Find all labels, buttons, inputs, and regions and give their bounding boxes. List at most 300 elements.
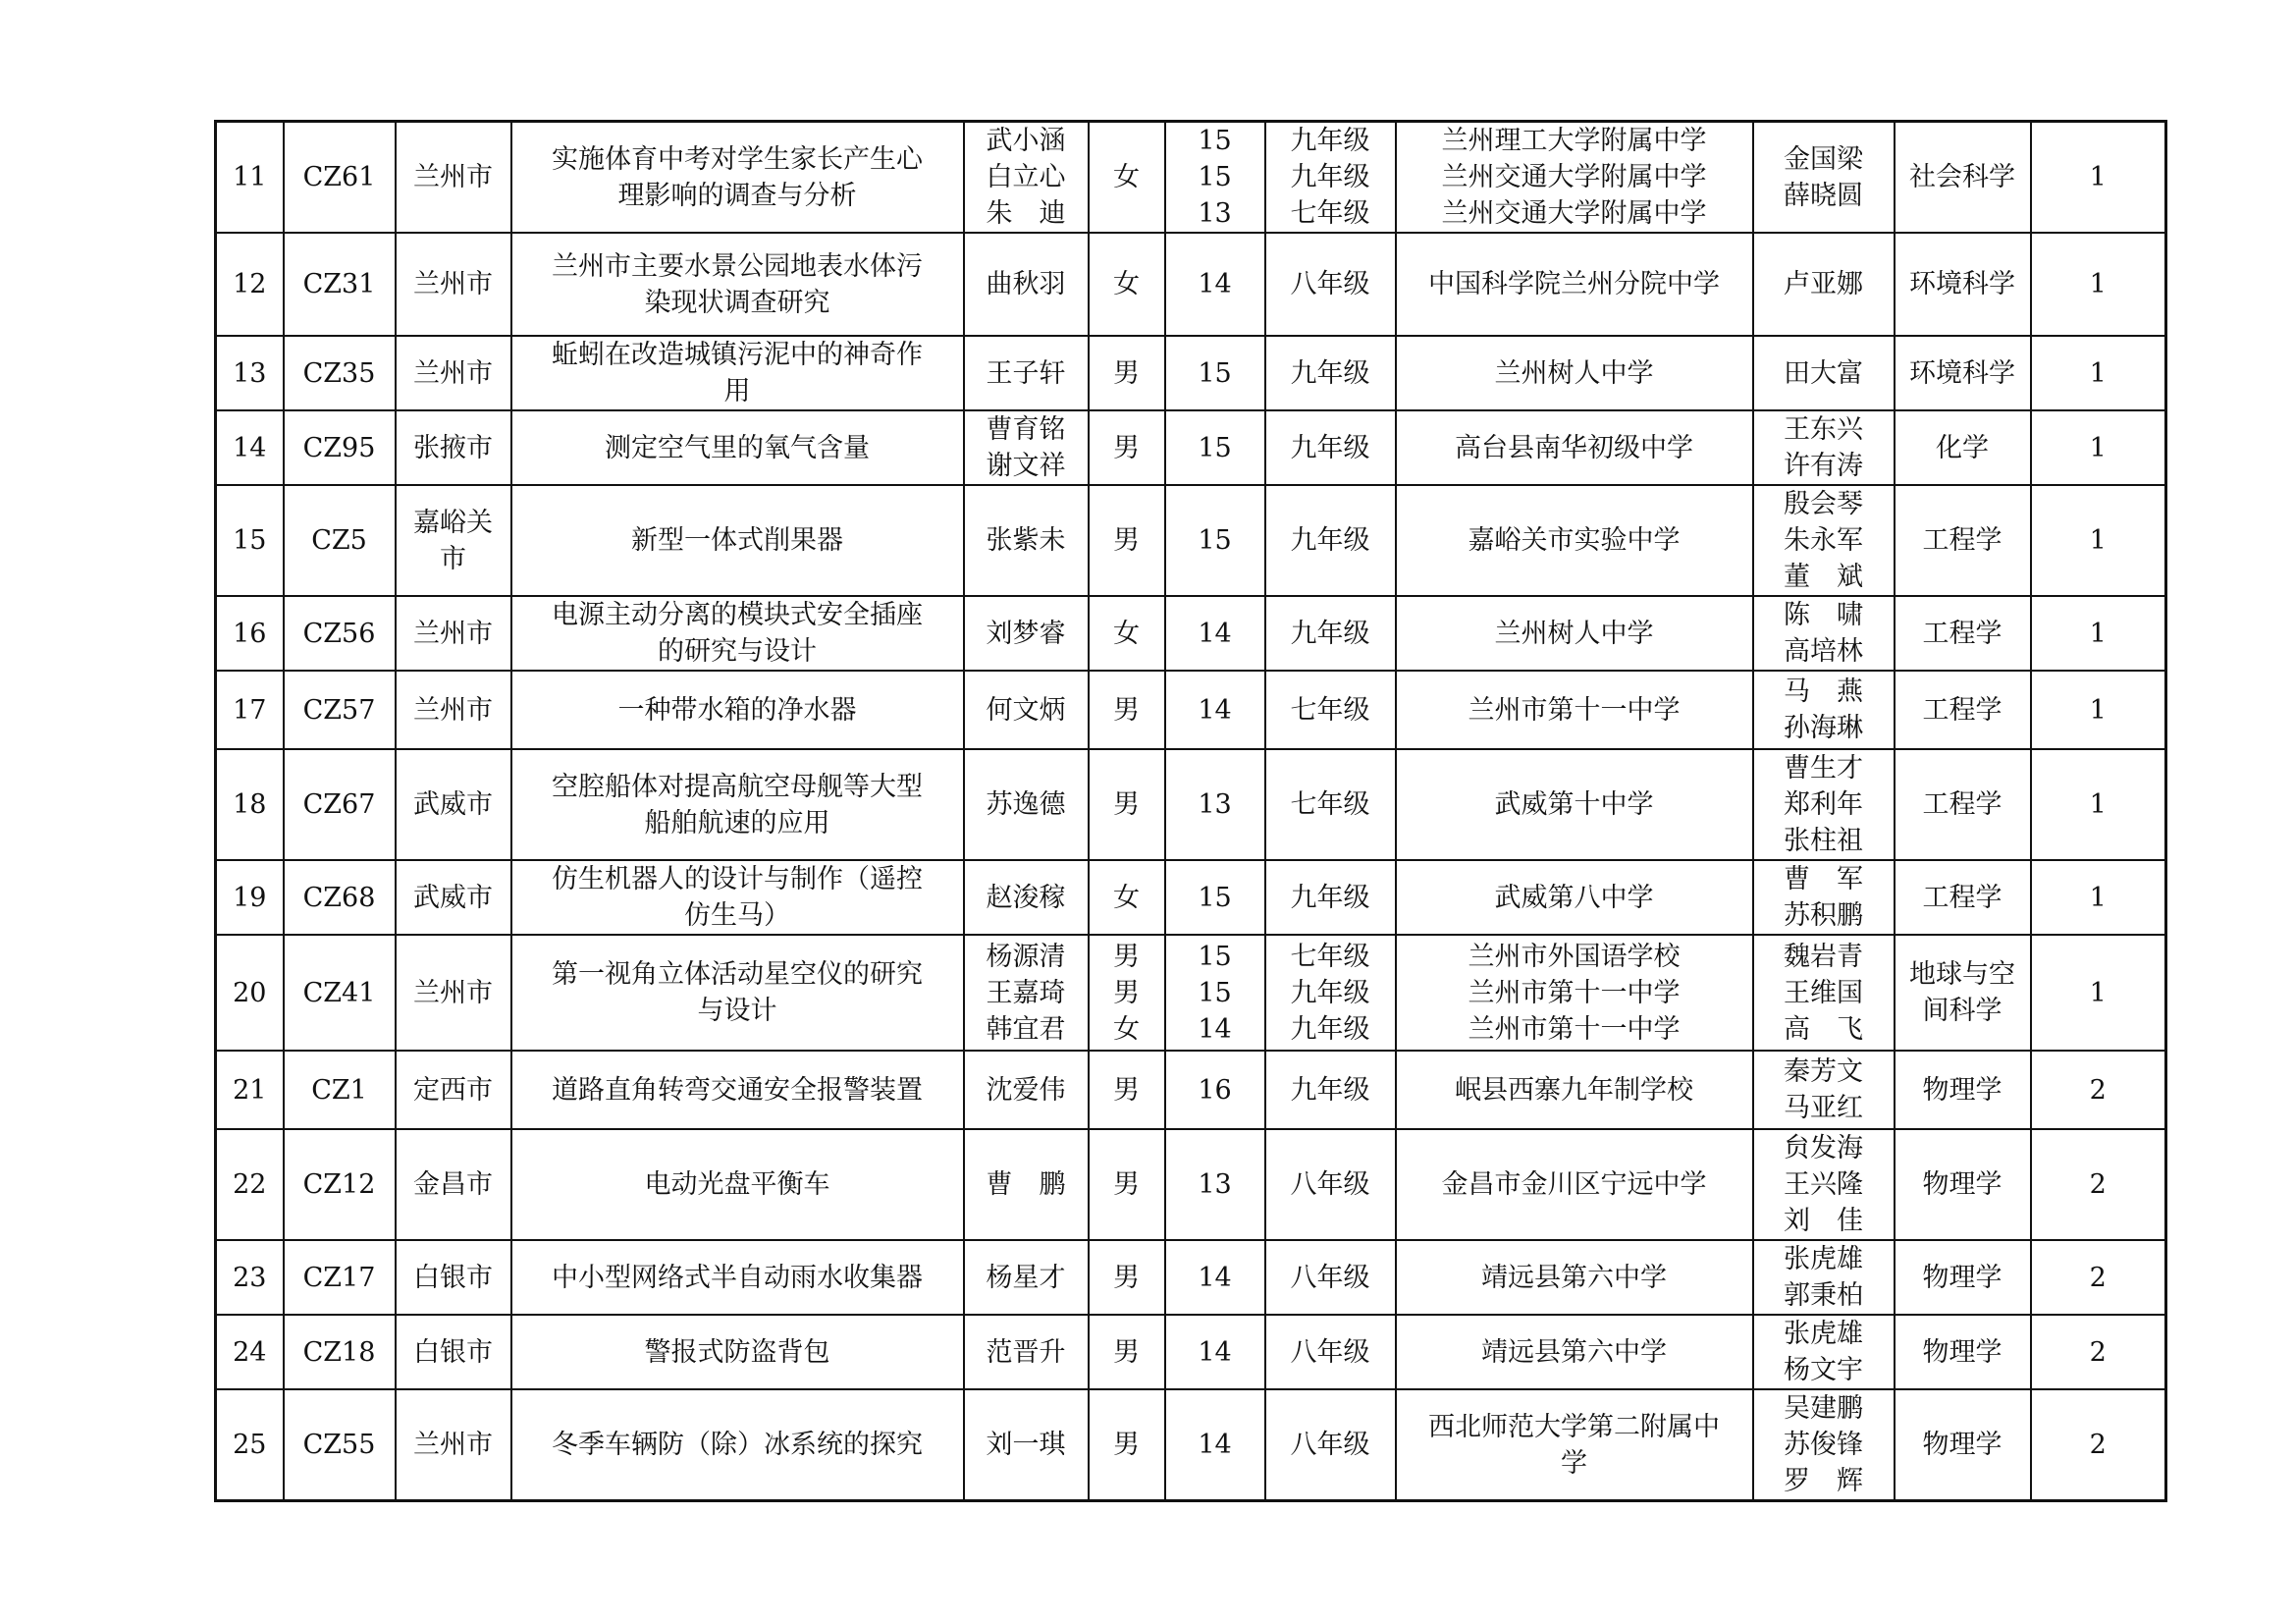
cell-gender: [1089, 410, 1165, 485]
cell-title: [511, 935, 964, 1051]
table-row: [216, 860, 2166, 935]
cell-grade: [1265, 1051, 1396, 1129]
cell-subject-line: 物理学: [1922, 1074, 2002, 1106]
cell-school-line: 武威第十中学: [1494, 789, 1654, 820]
cell-city: [396, 410, 511, 485]
cell-subject-line: 环境科学: [1909, 357, 2015, 389]
cell-city-line: 金昌市: [413, 1169, 493, 1200]
cell-gender-line: 男: [1113, 789, 1140, 820]
cell-number: 25: [216, 1389, 284, 1501]
cell-title-line: 船舶航速的应用: [644, 807, 830, 839]
cell-city: [396, 1315, 511, 1389]
cell-teacher-line: 张虎雄: [1784, 1244, 1863, 1274]
cell-grade: [1265, 336, 1396, 410]
cell-student-names-line: 杨星才: [986, 1262, 1066, 1293]
cell-grade-line: 七年级: [1290, 198, 1370, 229]
cell-teacher-line: 王东兴: [1784, 414, 1863, 445]
cell-school-line: 兰州市第十一中学: [1468, 694, 1681, 726]
table-row: [216, 1240, 2166, 1315]
cell-age-line: 13: [1198, 1169, 1232, 1200]
cell-city: [396, 596, 511, 671]
cell-school-line: 西北师范大学第二附属中: [1428, 1411, 1720, 1442]
cell-grade: [1265, 1129, 1396, 1240]
cell-title: [511, 749, 964, 860]
cell-school: [1396, 1051, 1753, 1129]
cell-student-names-line: 沈爱伟: [986, 1074, 1066, 1106]
cell-school-line: 嘉峪关市实验中学: [1468, 525, 1681, 556]
table-row: [216, 1051, 2166, 1129]
cell-prize: 1: [2031, 410, 2166, 485]
cell-number: 24: [216, 1315, 284, 1389]
cell-student-names: [964, 749, 1089, 860]
cell-prize: 1: [2031, 671, 2166, 749]
cell-title-line: 兰州市主要水景公园地表水体污: [552, 250, 923, 282]
cell-teacher-line: 苏俊锋: [1784, 1430, 1863, 1460]
table-row: [216, 749, 2166, 860]
cell-student-names: [964, 1315, 1089, 1389]
cell-student-names-line: 刘梦睿: [986, 618, 1066, 649]
cell-title-line: 仿生马）: [684, 900, 790, 931]
cell-city: [396, 485, 511, 596]
cell-teacher-line: 刘 佳: [1784, 1206, 1863, 1236]
cell-city-line: 嘉峪关: [413, 507, 493, 538]
cell-city: [396, 233, 511, 336]
cell-code: CZ68: [284, 860, 396, 935]
cell-school: [1396, 122, 1753, 234]
cell-code: CZ41: [284, 935, 396, 1051]
cell-student-names: [964, 671, 1089, 749]
cell-teacher-line: 曹生才: [1784, 753, 1863, 784]
cell-school-line: 岷县西寨九年制学校: [1455, 1074, 1693, 1106]
cell-age-line: 15: [1198, 126, 1232, 156]
cell-age: [1165, 1240, 1265, 1315]
cell-code: CZ57: [284, 671, 396, 749]
cell-school-line: 学: [1561, 1447, 1587, 1479]
cell-student-names: [964, 1051, 1089, 1129]
cell-subject: [1895, 1315, 2031, 1389]
cell-gender: [1089, 1051, 1165, 1129]
cell-student-names-line: 白立心: [986, 162, 1066, 192]
cell-teacher-line: 薛晓圆: [1784, 180, 1863, 211]
cell-gender: [1089, 860, 1165, 935]
cell-prize: 1: [2031, 935, 2166, 1051]
cell-student-names-line: 刘一琪: [986, 1430, 1066, 1460]
cell-grade: [1265, 410, 1396, 485]
award-list-table: [214, 120, 2167, 1502]
cell-grade-line: 七年级: [1290, 941, 1370, 972]
cell-teacher-line: 苏积鹏: [1784, 900, 1863, 931]
cell-age: [1165, 1051, 1265, 1129]
cell-teacher-line: 郭秉柏: [1784, 1280, 1863, 1311]
cell-title: [511, 1315, 964, 1389]
cell-subject: [1895, 233, 2031, 336]
cell-student-names-line: 武小涵: [986, 126, 1066, 156]
cell-subject-line: 物理学: [1922, 1169, 2002, 1200]
table-body: [216, 122, 2166, 1501]
cell-number: 13: [216, 336, 284, 410]
cell-title: [511, 860, 964, 935]
cell-age-line: 15: [1198, 977, 1232, 1008]
cell-student-names: [964, 1389, 1089, 1501]
cell-prize: 1: [2031, 596, 2166, 671]
cell-subject: [1895, 1240, 2031, 1315]
cell-number: 12: [216, 233, 284, 336]
cell-teacher-line: 郑利年: [1784, 789, 1863, 820]
cell-age-line: 14: [1198, 1430, 1232, 1460]
cell-subject: [1895, 749, 2031, 860]
cell-subject-line: 物理学: [1922, 1430, 2002, 1460]
cell-number: 17: [216, 671, 284, 749]
cell-age: [1165, 1315, 1265, 1389]
cell-subject-line: 物理学: [1922, 1336, 2002, 1368]
cell-gender-line: 女: [1113, 162, 1140, 192]
cell-school: [1396, 233, 1753, 336]
cell-school-line: 兰州市外国语学校: [1468, 941, 1681, 972]
cell-city-line: 兰州市: [413, 977, 493, 1008]
cell-teacher-line: 贠发海: [1784, 1133, 1863, 1163]
cell-code: CZ17: [284, 1240, 396, 1315]
cell-teacher-line: 马亚红: [1784, 1093, 1863, 1123]
cell-grade-line: 八年级: [1290, 1262, 1370, 1293]
cell-teacher-line: 吴建鹏: [1784, 1393, 1863, 1424]
cell-number: 20: [216, 935, 284, 1051]
cell-code: CZ35: [284, 336, 396, 410]
cell-city-line: 张掖市: [413, 432, 493, 463]
cell-prize: 2: [2031, 1315, 2166, 1389]
cell-city-line: 白银市: [413, 1336, 493, 1368]
cell-title: [511, 336, 964, 410]
cell-grade-line: 八年级: [1290, 1430, 1370, 1460]
cell-gender: [1089, 485, 1165, 596]
cell-school: [1396, 1315, 1753, 1389]
cell-grade-line: 七年级: [1290, 694, 1370, 726]
cell-student-names: [964, 485, 1089, 596]
cell-school-line: 兰州树人中学: [1494, 618, 1654, 649]
cell-student-names: [964, 233, 1089, 336]
cell-school: [1396, 935, 1753, 1051]
cell-city: [396, 860, 511, 935]
cell-age-line: 14: [1198, 618, 1232, 649]
cell-title: [511, 1389, 964, 1501]
cell-student-names: [964, 1129, 1089, 1240]
cell-gender-line: 女: [1113, 269, 1140, 299]
cell-student-names: [964, 122, 1089, 234]
cell-city: [396, 1389, 511, 1501]
cell-prize: 1: [2031, 233, 2166, 336]
cell-teacher: [1753, 122, 1895, 234]
cell-city-line: 市: [440, 543, 466, 574]
cell-city: [396, 749, 511, 860]
cell-grade-line: 九年级: [1290, 357, 1370, 389]
cell-city: [396, 1051, 511, 1129]
cell-title-line: 染现状调查研究: [644, 287, 830, 318]
cell-teacher: [1753, 671, 1895, 749]
cell-subject-line: 工程学: [1922, 789, 2002, 820]
cell-age: [1165, 410, 1265, 485]
cell-age: [1165, 596, 1265, 671]
cell-age: [1165, 233, 1265, 336]
cell-number: 22: [216, 1129, 284, 1240]
cell-age-line: 15: [1198, 162, 1232, 192]
cell-gender-line: 男: [1113, 432, 1140, 463]
table-row: [216, 233, 2166, 336]
cell-teacher-line: 陈 啸: [1784, 600, 1863, 630]
cell-school-line: 兰州市第十一中学: [1468, 1013, 1681, 1045]
cell-student-names-line: 曹 鹏: [986, 1169, 1066, 1200]
cell-city: [396, 1129, 511, 1240]
cell-title-line: 电动光盘平衡车: [644, 1169, 830, 1200]
cell-title-line: 测定空气里的氧气含量: [605, 432, 870, 463]
cell-prize: 2: [2031, 1240, 2166, 1315]
cell-teacher-line: 马 燕: [1784, 676, 1863, 707]
cell-subject: [1895, 1389, 2031, 1501]
cell-number: 11: [216, 122, 284, 234]
cell-number: 19: [216, 860, 284, 935]
cell-grade-line: 九年级: [1290, 432, 1370, 463]
cell-teacher: [1753, 336, 1895, 410]
cell-gender-line: 男: [1113, 1074, 1140, 1106]
cell-school-line: 中国科学院兰州分院中学: [1428, 269, 1720, 299]
cell-grade-line: 八年级: [1290, 1336, 1370, 1368]
cell-age: [1165, 860, 1265, 935]
cell-city-line: 兰州市: [413, 1430, 493, 1460]
cell-age: [1165, 935, 1265, 1051]
cell-school-line: 兰州树人中学: [1494, 357, 1654, 389]
cell-school-line: 靖远县第六中学: [1481, 1336, 1667, 1368]
cell-age-line: 15: [1198, 882, 1232, 913]
cell-school: [1396, 336, 1753, 410]
cell-number: 21: [216, 1051, 284, 1129]
cell-title-line: 与设计: [697, 996, 777, 1026]
cell-grade: [1265, 860, 1396, 935]
cell-school: [1396, 1389, 1753, 1501]
cell-title-line: 中小型网络式半自动雨水收集器: [552, 1262, 923, 1293]
cell-age-line: 14: [1198, 1336, 1232, 1368]
table-row: [216, 935, 2166, 1051]
cell-teacher: [1753, 1315, 1895, 1389]
cell-subject: [1895, 671, 2031, 749]
cell-student-names: [964, 596, 1089, 671]
cell-city: [396, 336, 511, 410]
cell-subject: [1895, 596, 2031, 671]
cell-age-line: 15: [1198, 525, 1232, 556]
cell-code: CZ56: [284, 596, 396, 671]
cell-city: [396, 122, 511, 234]
cell-school: [1396, 485, 1753, 596]
cell-title: [511, 1051, 964, 1129]
cell-prize: 2: [2031, 1389, 2166, 1501]
cell-subject-line: 工程学: [1922, 525, 2002, 556]
cell-gender: [1089, 671, 1165, 749]
table-row: [216, 1389, 2166, 1501]
cell-subject-line: 地球与空: [1909, 959, 2015, 990]
cell-gender-line: 男: [1113, 1169, 1140, 1200]
cell-code: CZ18: [284, 1315, 396, 1389]
cell-gender: [1089, 596, 1165, 671]
cell-teacher: [1753, 1129, 1895, 1240]
cell-grade-line: 九年级: [1290, 1013, 1370, 1045]
cell-number: 18: [216, 749, 284, 860]
cell-title-line: 空腔船体对提高航空母舰等大型: [552, 771, 923, 802]
cell-grade-line: 八年级: [1290, 1169, 1370, 1200]
cell-school-line: 高台县南华初级中学: [1455, 432, 1693, 463]
cell-city-line: 兰州市: [413, 269, 493, 299]
cell-gender: [1089, 935, 1165, 1051]
cell-title-line: 新型一体式削果器: [631, 525, 843, 556]
cell-title-line: 冬季车辆防（除）冰系统的探究: [552, 1430, 923, 1460]
cell-grade-line: 八年级: [1290, 269, 1370, 299]
cell-age-line: 16: [1198, 1074, 1232, 1106]
cell-teacher-line: 罗 辉: [1784, 1466, 1863, 1496]
cell-subject: [1895, 410, 2031, 485]
cell-code: CZ55: [284, 1389, 396, 1501]
cell-teacher: [1753, 935, 1895, 1051]
cell-age-line: 14: [1198, 269, 1232, 299]
cell-age-line: 15: [1198, 357, 1232, 389]
cell-number: 15: [216, 485, 284, 596]
cell-city-line: 兰州市: [413, 618, 493, 649]
cell-school-line: 兰州理工大学附属中学: [1441, 126, 1707, 156]
cell-subject: [1895, 860, 2031, 935]
cell-age: [1165, 1129, 1265, 1240]
cell-school-line: 金昌市金川区宁远中学: [1441, 1169, 1707, 1200]
cell-prize: 2: [2031, 1129, 2166, 1240]
cell-teacher-line: 张柱祖: [1784, 826, 1863, 856]
cell-subject: [1895, 1051, 2031, 1129]
cell-title-line: 实施体育中考对学生家长产生心: [552, 143, 923, 175]
cell-teacher-line: 王兴隆: [1784, 1169, 1863, 1200]
cell-grade: [1265, 233, 1396, 336]
cell-student-names-line: 朱 迪: [986, 198, 1066, 229]
cell-code: CZ31: [284, 233, 396, 336]
cell-teacher-line: 殷会琴: [1784, 489, 1863, 519]
cell-school-line: 靖远县第六中学: [1481, 1262, 1667, 1293]
cell-gender-line: 女: [1113, 882, 1140, 913]
cell-student-names-line: 范晋升: [986, 1336, 1066, 1368]
cell-age-line: 14: [1198, 1262, 1232, 1293]
cell-teacher-line: 董 斌: [1784, 562, 1863, 592]
cell-teacher-line: 高 飞: [1784, 1013, 1863, 1045]
cell-title-line: 蚯蚓在改造城镇污泥中的神奇作: [552, 340, 923, 370]
table-row: [216, 485, 2166, 596]
cell-teacher: [1753, 1240, 1895, 1315]
cell-student-names: [964, 860, 1089, 935]
cell-gender-line: 男: [1113, 694, 1140, 726]
cell-title: [511, 485, 964, 596]
cell-age: [1165, 749, 1265, 860]
table-row: [216, 336, 2166, 410]
cell-school: [1396, 410, 1753, 485]
cell-grade-line: 九年级: [1290, 126, 1370, 156]
cell-code: CZ61: [284, 122, 396, 234]
cell-student-names-line: 杨源清: [986, 941, 1066, 972]
cell-prize: 1: [2031, 485, 2166, 596]
cell-grade-line: 九年级: [1290, 1074, 1370, 1106]
cell-subject-line: 物理学: [1922, 1262, 2002, 1293]
cell-city-line: 武威市: [413, 882, 493, 913]
cell-school-line: 兰州交通大学附属中学: [1441, 198, 1707, 229]
cell-grade: [1265, 596, 1396, 671]
cell-teacher: [1753, 1051, 1895, 1129]
cell-code: CZ1: [284, 1051, 396, 1129]
cell-school: [1396, 1240, 1753, 1315]
cell-school: [1396, 1129, 1753, 1240]
cell-title: [511, 233, 964, 336]
cell-title-line: 道路直角转弯交通安全报警装置: [552, 1074, 923, 1106]
cell-grade: [1265, 935, 1396, 1051]
cell-teacher-line: 田大富: [1784, 357, 1863, 389]
cell-teacher: [1753, 410, 1895, 485]
cell-teacher-line: 卢亚娜: [1784, 269, 1863, 299]
cell-teacher-line: 秦芳文: [1784, 1056, 1863, 1087]
cell-title: [511, 1129, 964, 1240]
cell-teacher: [1753, 860, 1895, 935]
cell-student-names: [964, 1240, 1089, 1315]
cell-teacher-line: 孙海琳: [1784, 713, 1863, 743]
cell-age-line: 13: [1198, 198, 1232, 229]
cell-teacher-line: 王维国: [1784, 977, 1863, 1008]
cell-gender: [1089, 1129, 1165, 1240]
cell-grade: [1265, 1315, 1396, 1389]
cell-title-line: 仿生机器人的设计与制作（遥控: [552, 864, 923, 894]
cell-subject: [1895, 935, 2031, 1051]
cell-grade-line: 九年级: [1290, 525, 1370, 556]
table-row: [216, 671, 2166, 749]
cell-gender: [1089, 1240, 1165, 1315]
cell-city-line: 兰州市: [413, 357, 493, 389]
cell-school: [1396, 749, 1753, 860]
cell-teacher: [1753, 233, 1895, 336]
cell-city-line: 兰州市: [413, 694, 493, 726]
cell-student-names-line: 王子轩: [986, 357, 1066, 389]
cell-grade-line: 九年级: [1290, 162, 1370, 192]
cell-prize: 1: [2031, 860, 2166, 935]
cell-subject: [1895, 336, 2031, 410]
cell-code: CZ5: [284, 485, 396, 596]
cell-gender: [1089, 749, 1165, 860]
cell-prize: 1: [2031, 749, 2166, 860]
cell-gender-line: 男: [1113, 1336, 1140, 1368]
cell-school-line: 武威第八中学: [1494, 882, 1654, 913]
cell-code: CZ95: [284, 410, 396, 485]
cell-age: [1165, 485, 1265, 596]
cell-school: [1396, 596, 1753, 671]
cell-age-line: 15: [1198, 941, 1232, 972]
cell-subject-line: 化学: [1936, 432, 1989, 463]
cell-student-names-line: 苏逸德: [986, 789, 1066, 820]
cell-student-names: [964, 410, 1089, 485]
cell-title-line: 的研究与设计: [658, 636, 817, 667]
cell-age-line: 14: [1198, 1013, 1232, 1045]
cell-subject-line: 工程学: [1922, 694, 2002, 726]
cell-student-names: [964, 336, 1089, 410]
cell-number: 23: [216, 1240, 284, 1315]
cell-age: [1165, 336, 1265, 410]
cell-grade: [1265, 122, 1396, 234]
cell-number: 16: [216, 596, 284, 671]
cell-gender-line: 男: [1113, 977, 1140, 1008]
cell-subject-line: 社会科学: [1909, 162, 2015, 192]
cell-school-line: 兰州交通大学附属中学: [1441, 162, 1707, 192]
cell-grade: [1265, 671, 1396, 749]
cell-prize: 2: [2031, 1051, 2166, 1129]
cell-gender: [1089, 233, 1165, 336]
cell-code: CZ12: [284, 1129, 396, 1240]
cell-code: CZ67: [284, 749, 396, 860]
cell-title-line: 理影响的调查与分析: [617, 180, 857, 211]
cell-prize: 1: [2031, 336, 2166, 410]
cell-age-line: 13: [1198, 789, 1232, 820]
